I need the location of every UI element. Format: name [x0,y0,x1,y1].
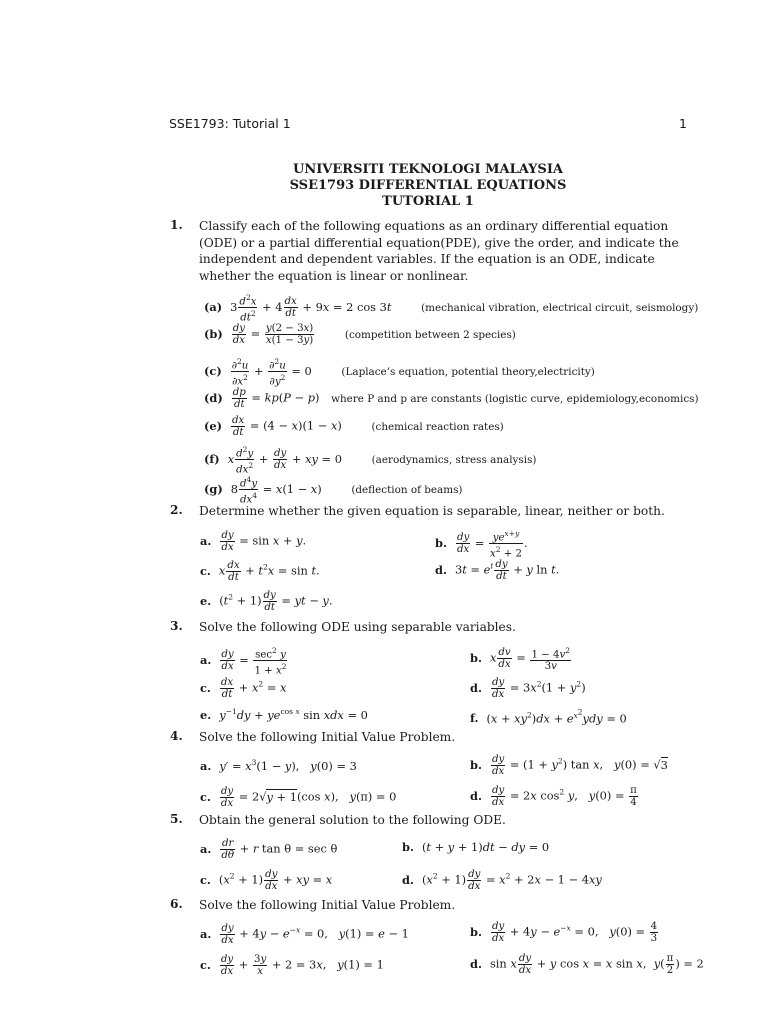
question-number: 3. [170,619,183,633]
q4-item-c: c. $\frac{dy}{dx}$ = 2√y + 1(cos x), y(π) = 0 [200,786,397,809]
q4-item-d: d. $\frac{dy}{dx}$ = 2x $\cos^2 y$, y(0) = $\frac{\pi}{4}$ [470,785,637,808]
q3-item-c: c. $\frac{dx}{dt}$ + $x^2 = x$ [200,677,287,700]
q6-item-d: d. sin x $\frac{dy}{dx}$ + y cos x = x sin x, y( $\frac{\pi}{2}$ ) = 2 [470,953,704,976]
q3-item-d: d. $\frac{dy}{dx}$ = $3x^2(1 + y^2)$ [470,677,586,700]
question-text: Classify each of the following equations as an ordinary differential equation (ODE) or a partial differential equation(PDE), give the order, and indicate the independent and dependent variables. If the equation is an ODE, indicate whether the equation is linear or nonlinear. [199,219,679,283]
q5-item-a: a. $\frac{dr}{d\theta}$ + r tan θ = sec θ [200,838,338,861]
header-course-label: SSE1793: Tutorial 1 [169,116,291,131]
q2-item-a: a. $\frac{dy}{dx}$ = sin x + y. [200,530,307,553]
q4-item-b: b. $\frac{dy}{dx}$ = $(1 + y^2)$ tan x, y(0) = √3 [470,754,668,777]
q5-item-c: c. $(x^2 + 1)$ $\frac{dy}{dx}$ + xy = x [200,869,333,892]
q1-item-g: (g) 8 $\frac{d^4y}{dx^4}$ = x(1 − x) (deflection of beams) [204,475,463,506]
question-text: Obtain the general solution to the following ODE. [199,813,506,827]
q3-item-e: e. $y^{-1}dy + ye^{cos x}$ sin xdx = 0 [200,707,368,722]
q2-item-c: c. x $\frac{dx}{dt}$ + $t^2x = \sin t$. [200,560,320,583]
q1-item-e: (e) $\frac{dx}{dt}$ = (4 − x)(1 − x) (chemical reaction rates) [204,415,504,438]
q3-item-a: a. $\frac{dy}{dx}$ = $\sec^2 y$ $1 + x^2$ [200,646,287,677]
q1-item-a: (a) 3 $\frac{d^2x}{dt^2}$ + 4 $\frac{dx}{dt}$ + 9x = 2 cos 3t (mechanical vibration, electrical circuit, seismology) [204,293,699,324]
question-number: 4. [170,729,183,743]
q1-item-f: (f) x $\frac{d^2y}{dx^2}$ + $\frac{dy}{dx}$ + xy = 0 (aerodynamics, stress analysis) [204,445,537,476]
q5-item-b: b. (t + y + 1)dt − dy = 0 [402,840,550,854]
question-text: Solve the following ODE using separable variables. [199,620,516,634]
question-number: 5. [170,812,183,826]
q6-item-a: a. $\frac{dy}{dx}$ + $4y - e^{-x} = 0$, y(1) = e − 1 [200,923,409,946]
question-number: 1. [170,218,183,232]
question-text: Determine whether the given equation is separable, linear, neither or both. [199,504,665,518]
q1-item-c: (c) $\frac{\partial^2u}{\partial x^2}$ + $\frac{\partial^2u}{\partial y^2}$ = 0 (Laplace’s equation, potential theory,electricity) [204,357,595,388]
q1-item-d: (d) $\frac{dp}{dt}$ = kp(P − p) where P and p are constants (logistic curve, epidemiology,economics) [204,387,699,410]
question-text: Solve the following Initial Value Problem. [199,730,456,744]
q4-item-a: a. $y' = x^3(1 - y)$, y(0) = 3 [200,758,357,773]
university-title: UNIVERSITI TEKNOLOGI MALAYSIA [292,162,563,177]
q3-item-f: f. $(x + xy^2)dx + e^{x^2}ydy = 0$ [470,707,627,726]
q2-item-e: e. $(t^2 + 1)$ $\frac{dy}{dt}$ = yt − y. [200,590,333,613]
q2-item-d: d. $3t = e^t$ $\frac{dy}{dt}$ + y ln t. [435,559,560,582]
q1-item-b: (b) $\frac{dy}{dx}$ = $\frac{y(2 - 3x)}{x(1 - 3y)}$ (competition between 2 species) [204,323,516,346]
header-page-number: 1 [679,116,687,131]
title-block [170,162,686,210]
question-text: Solve the following Initial Value Problem. [199,898,456,912]
q2-item-b: b. $\frac{dy}{dx}$ = $ye^{x+y}$ $x^2 + 2$ . [435,529,528,560]
tutorial-title: TUTORIAL 1 [382,194,474,209]
course-title: SSE1793 DIFFERENTIAL EQUATIONS [289,178,567,193]
question-number: 6. [170,897,183,911]
q3-item-b: b. x $\frac{dv}{dx}$ = $\frac{1 - 4v^2}{3v}$ [470,646,570,673]
q6-item-c: c. $\frac{dy}{dx}$ + $\frac{3y}{x}$ + 2 = 3x, y(1) = 1 [200,954,384,977]
q6-item-b: b. $\frac{dy}{dx}$ + $4y - e^{-x} = 0$, y(0) = $\frac{4}{3}$ [470,921,658,944]
q5-item-d: d. $(x^2 + 1)$ $\frac{dy}{dx}$ = $x^2 + 2x - 1 - 4xy$ [402,869,602,892]
question-number: 2. [170,503,183,517]
